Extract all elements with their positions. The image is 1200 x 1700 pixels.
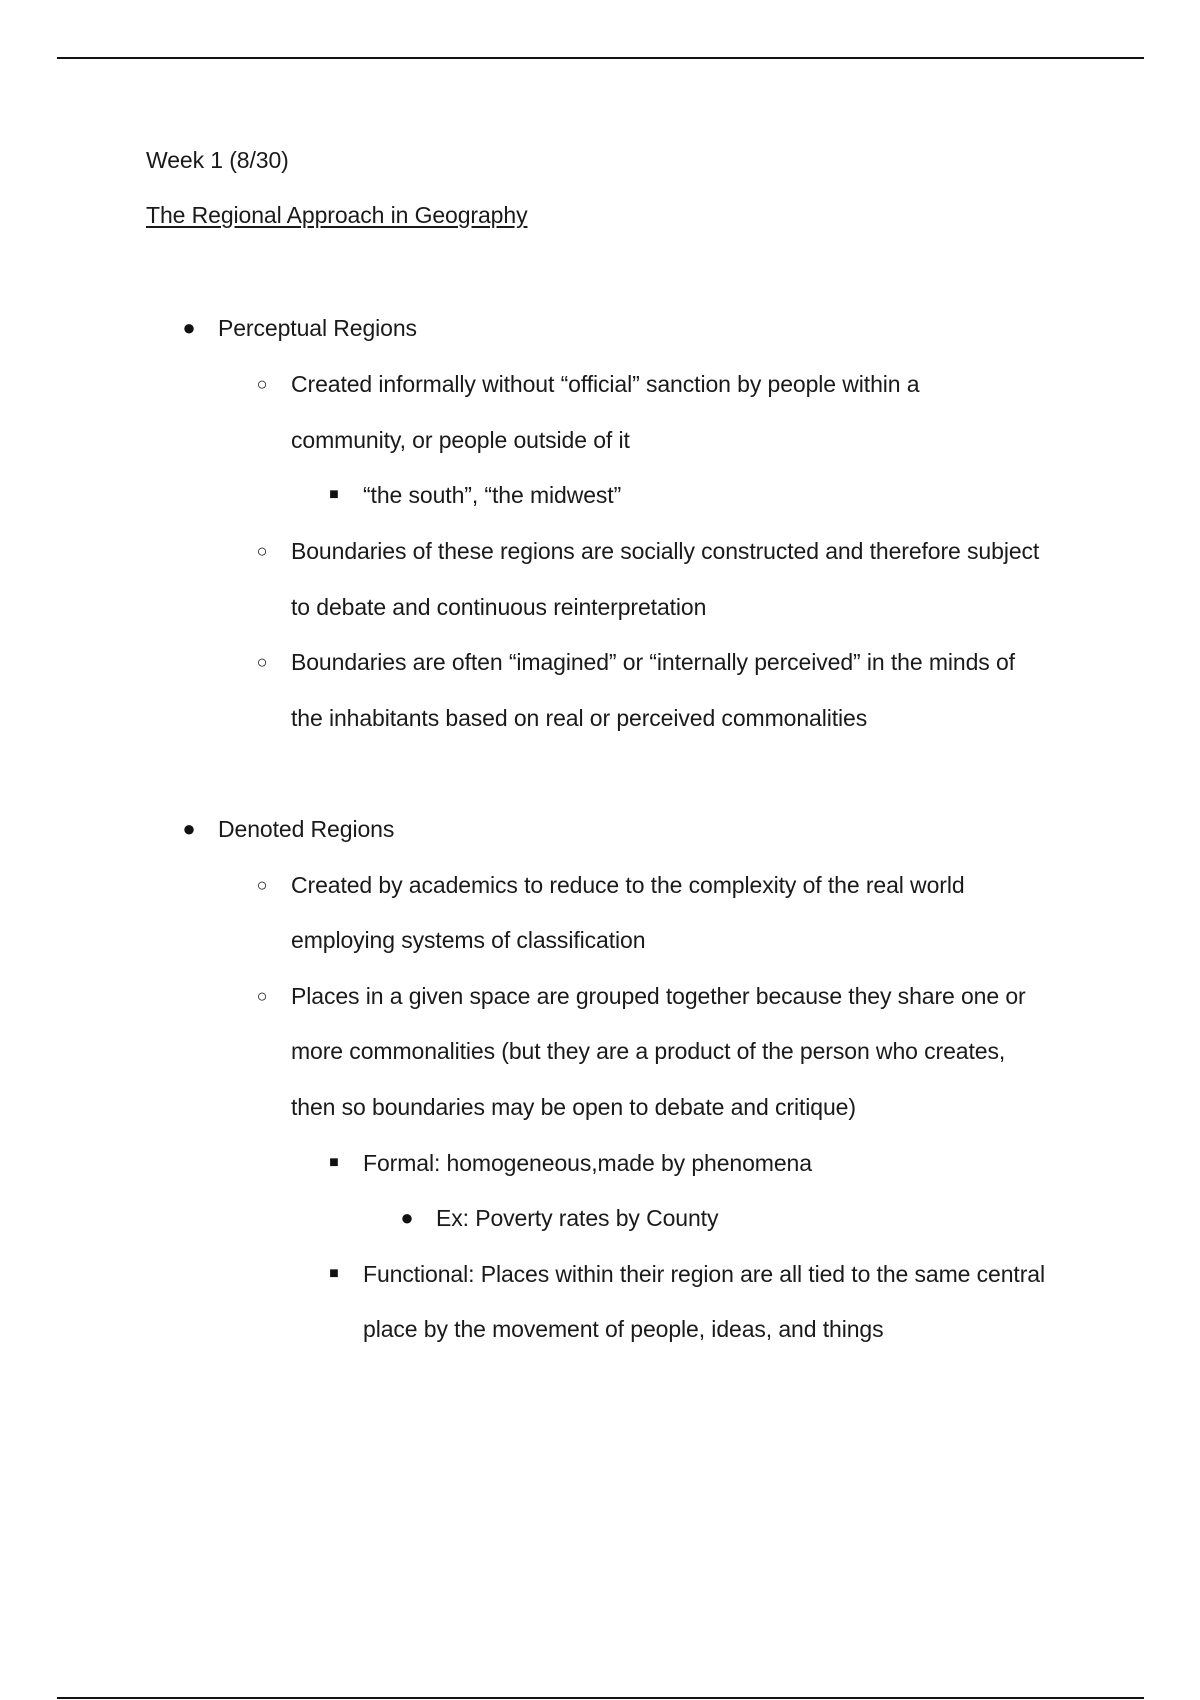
list-item-line: employing systems of classification <box>291 927 646 953</box>
bullet-disc-icon: ● <box>182 315 196 340</box>
bullet-circle-icon: ○ <box>256 374 268 394</box>
bullet-disc-icon: ● <box>182 816 196 841</box>
bullet-square-icon: ■ <box>329 1154 339 1171</box>
bottom-rule <box>57 1697 1144 1699</box>
list-item-line: Boundaries are often “imagined” or “internally perceived” in the minds of <box>291 649 1015 675</box>
bullet-circle-icon: ○ <box>256 875 268 895</box>
bullet-circle-icon: ○ <box>256 541 268 561</box>
list-item-line: then so boundaries may be open to debate and critique) <box>291 1094 856 1120</box>
bullet-circle-icon: ○ <box>256 986 268 1006</box>
list-item-line: Functional: Places within their region are all tied to the same central <box>363 1261 1045 1287</box>
list-item-line: the inhabitants based on real or perceived commonalities <box>291 705 868 731</box>
week-heading: Week 1 (8/30) <box>146 147 289 173</box>
top-rule <box>57 57 1144 59</box>
list-item-line: community, or people outside of it <box>291 427 630 453</box>
bullet-square-icon: ■ <box>329 1265 339 1282</box>
list-item-line: place by the movement of people, ideas, and things <box>363 1316 884 1342</box>
list-item-line: Ex: Poverty rates by County <box>436 1205 719 1231</box>
list-item-line: “the south”, “the midwest” <box>363 482 622 508</box>
section-heading-perceptual: Perceptual Regions <box>218 315 417 341</box>
list-item-line: Created by academics to reduce to the complexity of the real world <box>291 872 965 898</box>
bullet-circle-icon: ○ <box>256 652 268 672</box>
list-item-line: Created informally without “official” sanction by people within a <box>291 371 920 397</box>
section-heading-denoted: Denoted Regions <box>218 816 395 842</box>
list-item-line: Places in a given space are grouped together because they share one or <box>291 983 1026 1009</box>
list-item-line: more commonalities (but they are a product of the person who creates, <box>291 1038 1006 1064</box>
bullet-disc-icon: ● <box>400 1205 414 1230</box>
list-item-line: Formal: homogeneous,made by phenomena <box>363 1150 812 1176</box>
list-item-line: to debate and continuous reinterpretation <box>291 594 707 620</box>
list-item-line: Boundaries of these regions are socially constructed and therefore subject <box>291 538 1040 564</box>
bullet-square-icon: ■ <box>329 486 339 503</box>
page-title: The Regional Approach in Geography <box>146 202 528 228</box>
